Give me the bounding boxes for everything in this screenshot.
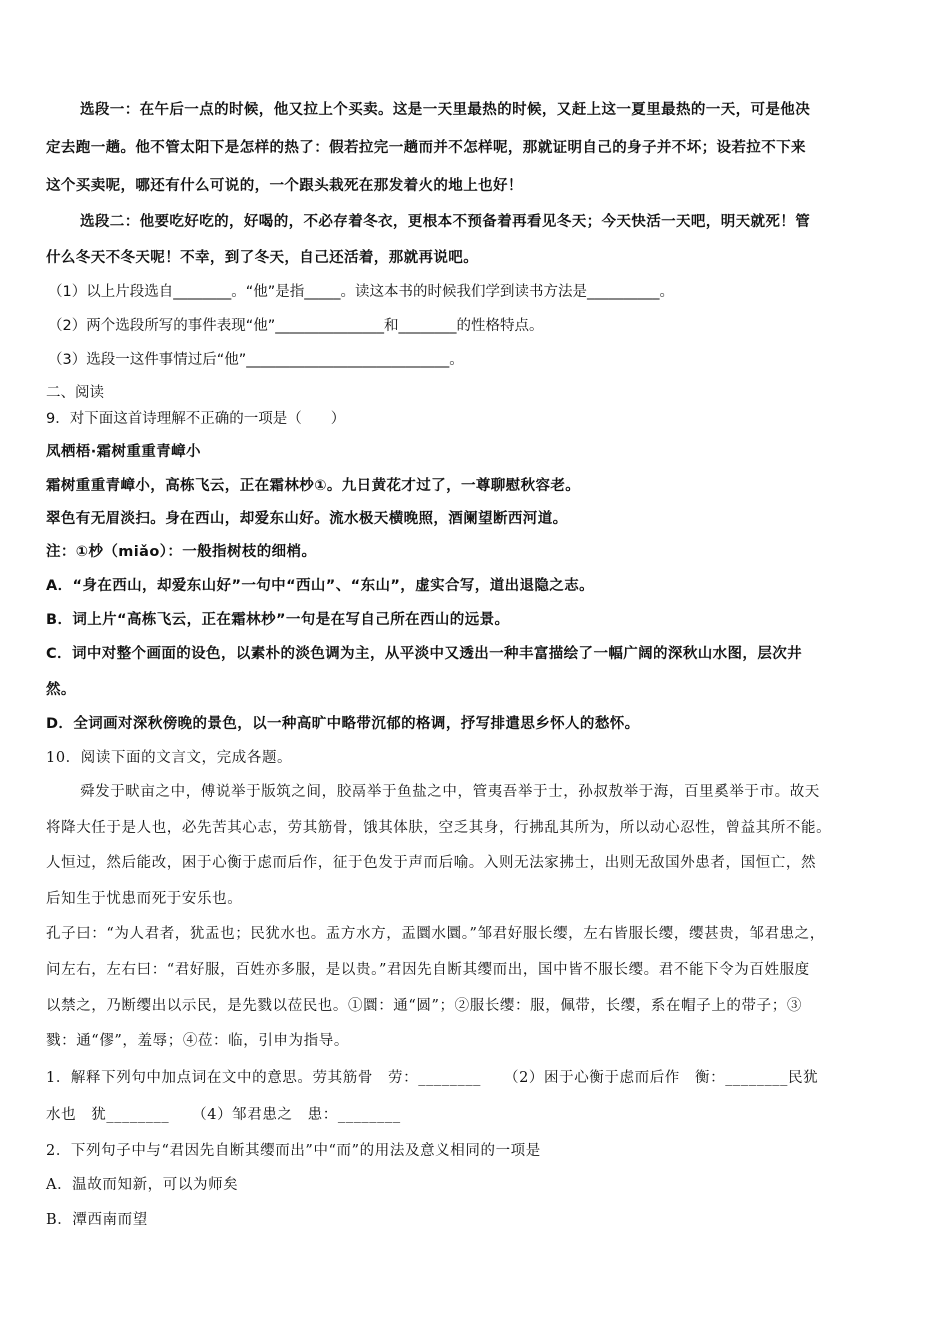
poem-note: 注：①杪（miǎo）：一般指树枝的细梢。 <box>46 544 317 560</box>
q10-text2-line4: 戮：通“僇”，羞辱；④莅：临，引申为指导。 <box>46 1033 349 1049</box>
q9-option-c-line2: 然。 <box>46 682 76 698</box>
q9-option-b: B．词上片“高栋飞云，正在霜林杪”一句是在写自己所在西山的远景。 <box>46 612 510 628</box>
q10-sub2-option-b: B．潭西南而望 <box>46 1212 148 1228</box>
q10-sub1-line1: 1．解释下列句中加点词在文中的意思。劳其筋骨 劳：________ （2）困于心衡于虑而后作 衡：________民犹 <box>46 1070 819 1086</box>
excerpt2-line1: 选段二：他要吃好吃的，好喝的，不必存着冬衣，更根本不预备着再看见冬天；今天快活一天吧，明天就死！管 <box>80 214 811 230</box>
q10-text2-line1: 孔子曰：“为人君者，犹盂也；民犹水也。盂方水方，盂圜水圜。”邹君好服长缨，左右皆服长缨，缨甚贵，邹君患之， <box>46 926 825 942</box>
q10-text-line4: 后知生于忧患而死于安乐也。 <box>46 891 243 907</box>
q9-option-a: A．“身在西山，却爱东山好”一句中“西山”、“东山”，虚实合写，道出退隐之志。 <box>46 578 594 594</box>
excerpt1-line3: 这个买卖呢，哪还有什么可说的，一个跟头栽死在那发着火的地上也好！ <box>46 178 523 194</box>
q10-text-line1: 舜发于畎亩之中，傅说举于版筑之间，胶鬲举于鱼盐之中，管夷吾举于士，孙叔敖举于海，百里奚举于市。故天 <box>80 784 820 800</box>
q10-sub2-stem: 2．下列句子中与“君因先自断其缨而出”中“而”的用法及意义相同的一项是 <box>46 1143 541 1159</box>
q10-text-line2: 将降大任于是人也，必先苦其心志，劳其筋骨，饿其体肤，空乏其身，行拂乱其所为，所以动心忍性，曾益其所不能。 <box>46 820 832 836</box>
q8-sub1: （1）以上片段选自________。“他”是指_____。读这本书的时候我们学到读书方法是__________。 <box>48 284 674 300</box>
excerpt1-line1: 选段一：在午后一点的时候，他又拉上个买卖。这是一天里最热的时候，又赶上这一夏里最热的一天，可是他决 <box>80 102 811 118</box>
poem-title: 凤栖梧·霜树重重青嶂小 <box>46 444 201 460</box>
section-title: 二、阅读 <box>46 385 104 401</box>
q8-sub2: （2）两个选段所写的事件表现“他”_______________和________的性格特点。 <box>48 318 544 334</box>
q10-sub2-option-a: A．温故而知新，可以为师矣 <box>46 1177 239 1193</box>
excerpt1-line2: 定去跑一趟。他不管太阳下是怎样的热了：假若拉完一趟而并不怎样呢，那就证明自己的身子并不坏；设若拉不下来 <box>46 140 806 156</box>
q10-text2-line2: 问左右，左右曰：“君好服，百姓亦多服，是以贵。”君因先自断其缨而出，国中皆不服长缨。君不能下令为百姓服度 <box>46 962 810 978</box>
q10-stem: 10．阅读下面的文言文，完成各题。 <box>46 750 293 766</box>
q10-sub1-line2: 水也 犹________ （4）邹君患之 患：________ <box>46 1107 401 1123</box>
q9-option-d: D．全词画对深秋傍晚的景色，以一种高旷中略带沉郁的格调，抒写排遣思乡怀人的愁怀。 <box>46 716 640 732</box>
q10-text-line3: 人恒过，然后能改，困于心衡于虑而后作，征于色发于声而后喻。入则无法家拂士，出则无敌国外患者，国恒亡，然 <box>46 855 817 871</box>
q9-stem: 9．对下面这首诗理解不正确的一项是（ ） <box>46 411 346 427</box>
q9-option-c-line1: C．词中对整个画面的设色，以素朴的淡色调为主，从平淡中又透出一种丰富描绘了一幅广阔的深秋山水图，层次井 <box>46 646 803 662</box>
q8-sub3: （3）选段一这件事情过后“他”____________________________。 <box>48 352 464 368</box>
poem-line2: 翠色有无眉淡扫。身在西山，却爱东山好。流水极天横晚照，酒阑望断西河道。 <box>46 511 568 527</box>
q10-text2-line3: 以禁之，乃断缨出以示民，是先戮以莅民也。①圜：通“圆”；②服长缨：服，佩带，长缨，系在帽子上的带子；③ <box>46 998 802 1014</box>
excerpt2-line2: 什么冬天不冬天呢！不幸，到了冬天，自己还活着，那就再说吧。 <box>46 250 479 266</box>
poem-line1: 霜树重重青嶂小，高栋飞云，正在霜林杪①。九日黄花才过了，一尊聊慰秋容老。 <box>46 478 581 494</box>
